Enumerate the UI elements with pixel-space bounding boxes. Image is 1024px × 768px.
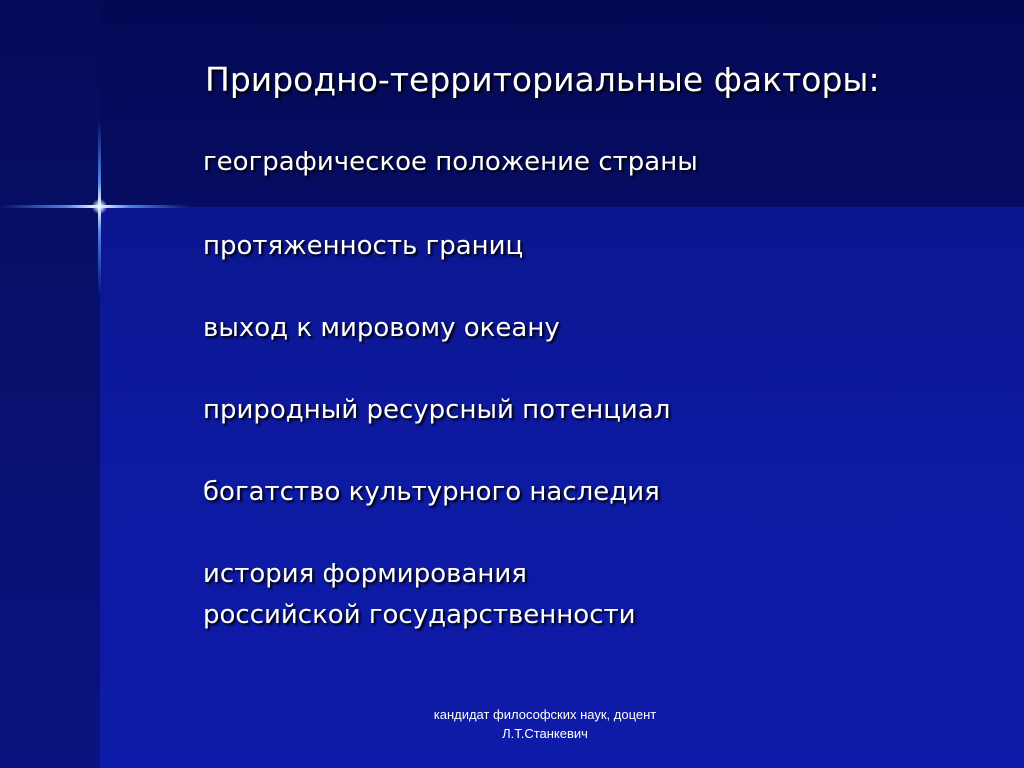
footer-author-degree: кандидат философских наук, доцент (433, 707, 657, 722)
list-item: выход к мировому океану (203, 313, 560, 343)
background-left-panel (0, 0, 100, 768)
list-item: протяженность границ (203, 231, 524, 261)
footer-author-name: Л.Т.Станкевич (502, 726, 588, 741)
sparkle-core (92, 199, 107, 214)
list-item: природный ресурсный потенциал (203, 395, 671, 425)
list-item: богатство культурного наследия (203, 477, 660, 507)
slide-title: Природно-территориальные факторы: (205, 60, 880, 99)
list-item: российской государственности (203, 600, 636, 630)
list-item: географическое положение страны (203, 147, 698, 177)
slide-footer (395, 705, 695, 743)
list-item: история формирования (203, 559, 527, 589)
